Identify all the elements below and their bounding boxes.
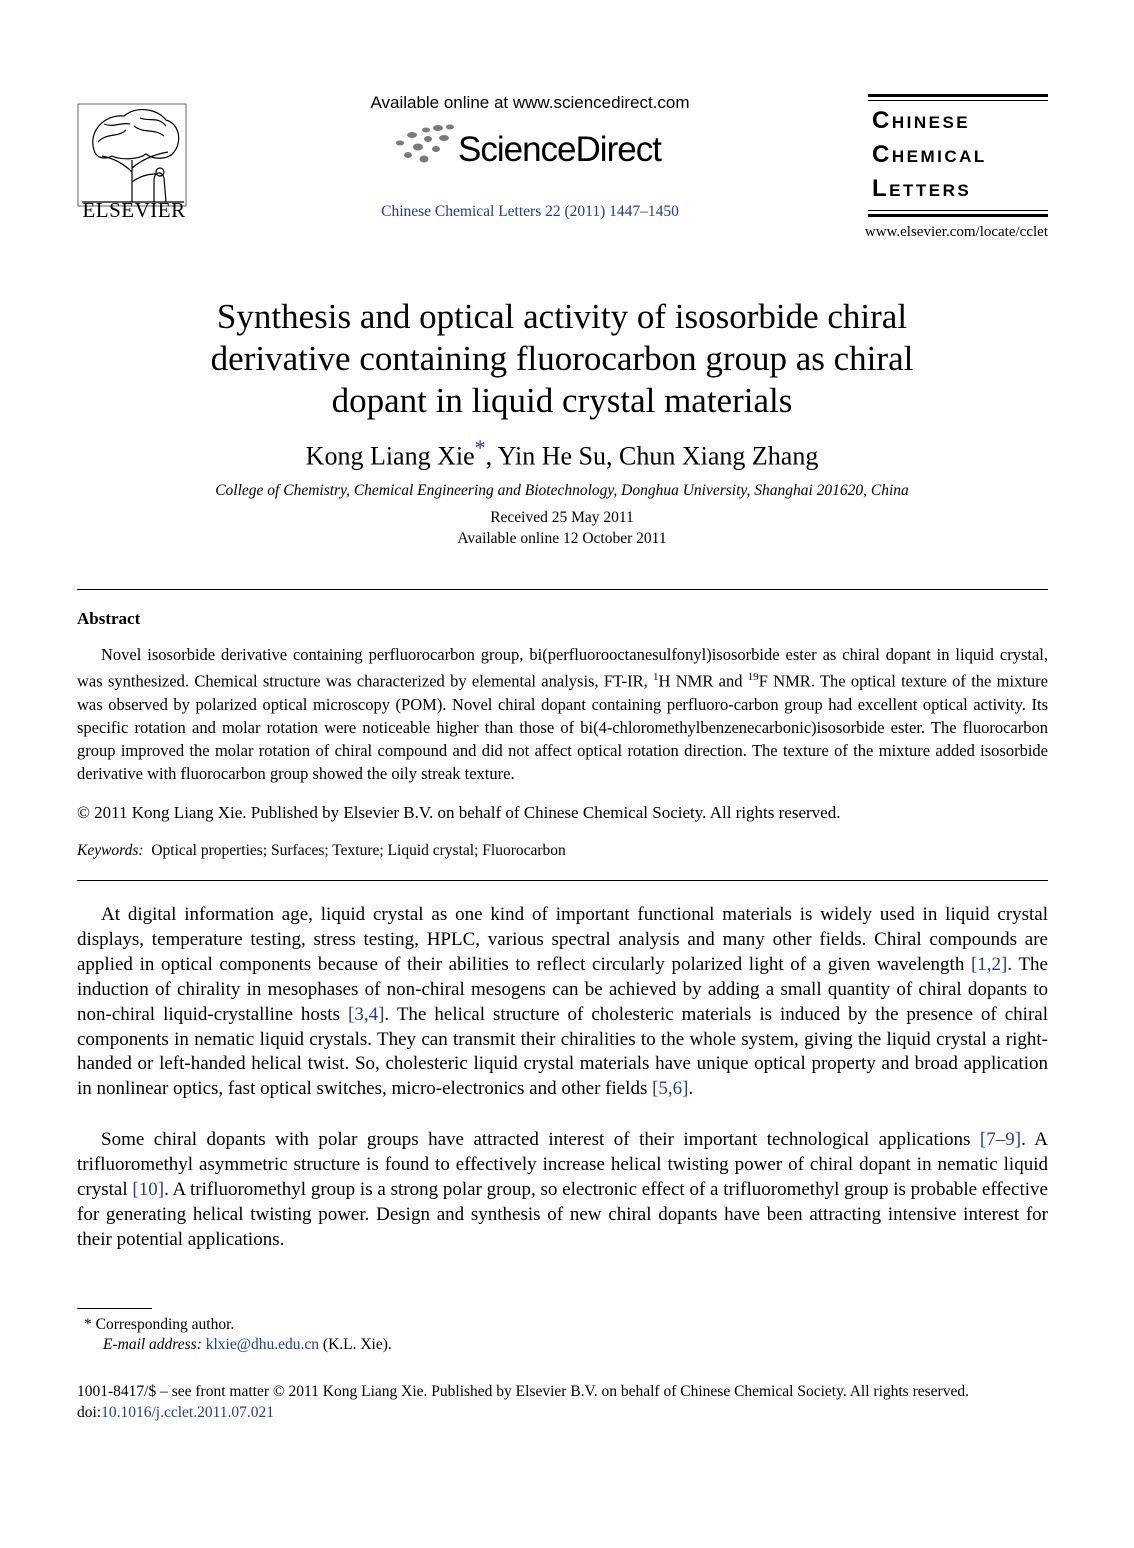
front-matter-notice: 1001-8417/$ – see front matter © 2011 Kong Liang Xie. Published by Elsevier B.V. on behalf of Chinese Chemical Society. All rights reserved. bbox=[77, 1383, 969, 1400]
article-title bbox=[140, 296, 984, 422]
citation-link[interactable]: [3,4] bbox=[348, 1003, 385, 1025]
publisher-name: ELSEVIER bbox=[82, 198, 186, 222]
sciencedirect-dots-icon bbox=[392, 122, 458, 166]
journal-url[interactable]: www.elsevier.com/locate/cclet bbox=[864, 224, 1048, 240]
body-paragraph: Some chiral dopants with polar groups have attracted interest of their important technological applications [7–9]. A trifluoromethyl asymmetric structure is found to effectively increase helical twisting power of chiral dopant in nematic liquid crystal [10]. A trifluoromethyl group is a strong polar group, so electronic effect of a trifluoromethyl group is probable effective for generating helical twisting power. Design and synthesis of new chiral dopants have been attracting intensive interest for their potential applications. bbox=[77, 1129, 1048, 1250]
author-list bbox=[140, 435, 984, 472]
journal-logo bbox=[868, 94, 1048, 218]
doi-link[interactable]: 10.1016/j.cclet.2011.07.021 bbox=[101, 1404, 275, 1421]
title-line: dopant in liquid crystal materials bbox=[331, 381, 793, 420]
citation-link[interactable]: [10] bbox=[132, 1178, 165, 1200]
available-online-text: Available online at www.sciencedirect.com bbox=[370, 93, 690, 112]
body-paragraph: At digital information age, liquid crystal as one kind of important functional materials is widely used in liquid crystal displays, temperature testing, stress testing, HPLC, various spectral analysis and many other fields. Chiral compounds are applied in optical components because of their abilities to reflect circularly polarized light of a given wavelength [1,2]. The induction of chirality in mesophases of non-chiral mesogens can be achieved by adding a small quantity of chiral dopants to non-chiral liquid-crystalline hosts [3,4]. The helical structure of cholesteric materials is induced by the presence of chiral components in nematic liquid crystals. They can transmit their chiralities to the whole system, giving the liquid crystal a right-handed or left-handed helical twist. So, cholesteric liquid crystal materials have unique optical property and broad application in nonlinear optics, fast optical switches, micro-electronics and other fields [5,6]. bbox=[77, 904, 1048, 1100]
divider bbox=[77, 880, 1048, 881]
affiliation: College of Chemistry, Chemical Engineering and Biotechnology, Donghua University, Shanghai 201620, China bbox=[215, 482, 909, 499]
journal-citation-link[interactable]: Chinese Chemical Letters 22 (2011) 1447–1450 bbox=[381, 203, 679, 220]
email-label: E-mail address: bbox=[103, 1336, 202, 1353]
citation-link[interactable]: [5,6] bbox=[652, 1078, 689, 1100]
corresponding-author-mark[interactable]: * bbox=[474, 435, 486, 460]
title-line: derivative containing fluorocarbon group as chiral bbox=[210, 339, 914, 378]
copyright-notice: © 2011 Kong Liang Xie. Published by Elsevier B.V. on behalf of Chinese Chemical Society. All rights reserved. bbox=[77, 803, 841, 822]
author-name: Kong Liang Xie bbox=[305, 441, 475, 471]
abstract-text: Novel isosorbide derivative containing perfluorocarbon group, bi(perfluorooctanesulfonyl)isosorbide ester as chiral dopant in liquid crystal, was synthesized. Chemical structure was characterized by elemental analysis, FT-IR, $^1$H NMR and $^{19}$F NMR. The optical texture of the mixture was observed by polarized optical microscopy (POM). Novel chiral dopant containing perfluoro-carbon group had excellent optical activity. Its specific rotation and molar rotation were noticeable higher than those of bi(4-chloromethylbenzenecarbonic)isosorbide ester. The fluorocarbon group improved the molar rotation of chiral compound and did not affect optical rotation direction. The texture of the mixture added isosorbide derivative with fluorocarbon group showed the oily streak texture. bbox=[77, 645, 1048, 783]
doi-line: doi:10.1016/j.cclet.2011.07.021 bbox=[77, 1404, 275, 1421]
citation-link[interactable]: [7–9] bbox=[979, 1129, 1022, 1150]
title-line: Synthesis and optical activity of isosorbide chiral bbox=[216, 297, 908, 336]
author-names: , Yin He Su, Chun Xiang Zhang bbox=[485, 441, 819, 471]
footnote-rule bbox=[77, 1308, 152, 1309]
email-note: E-mail address: klxie@dhu.edu.cn (K.L. Xie). bbox=[103, 1336, 392, 1353]
journal-logo-line: Chinese bbox=[872, 107, 971, 134]
email-link[interactable]: klxie@dhu.edu.cn bbox=[205, 1336, 320, 1353]
keywords bbox=[77, 842, 566, 860]
divider bbox=[77, 589, 1048, 590]
sciencedirect-wordmark: ScienceDirect bbox=[458, 130, 661, 169]
keywords-label: Keywords: bbox=[77, 842, 144, 859]
journal-logo-line: Chemical bbox=[872, 141, 987, 168]
online-date: Available online 12 October 2011 bbox=[457, 530, 667, 547]
keywords-list: Optical properties; Surfaces; Texture; Liquid crystal; Fluorocarbon bbox=[151, 842, 566, 859]
corresponding-author-note: * Corresponding author. bbox=[84, 1316, 235, 1333]
abstract-heading: Abstract bbox=[77, 609, 141, 628]
received-date: Received 25 May 2011 bbox=[490, 509, 634, 526]
citation-link[interactable]: [1,2] bbox=[970, 953, 1008, 975]
journal-logo-line: Letters bbox=[872, 175, 972, 202]
